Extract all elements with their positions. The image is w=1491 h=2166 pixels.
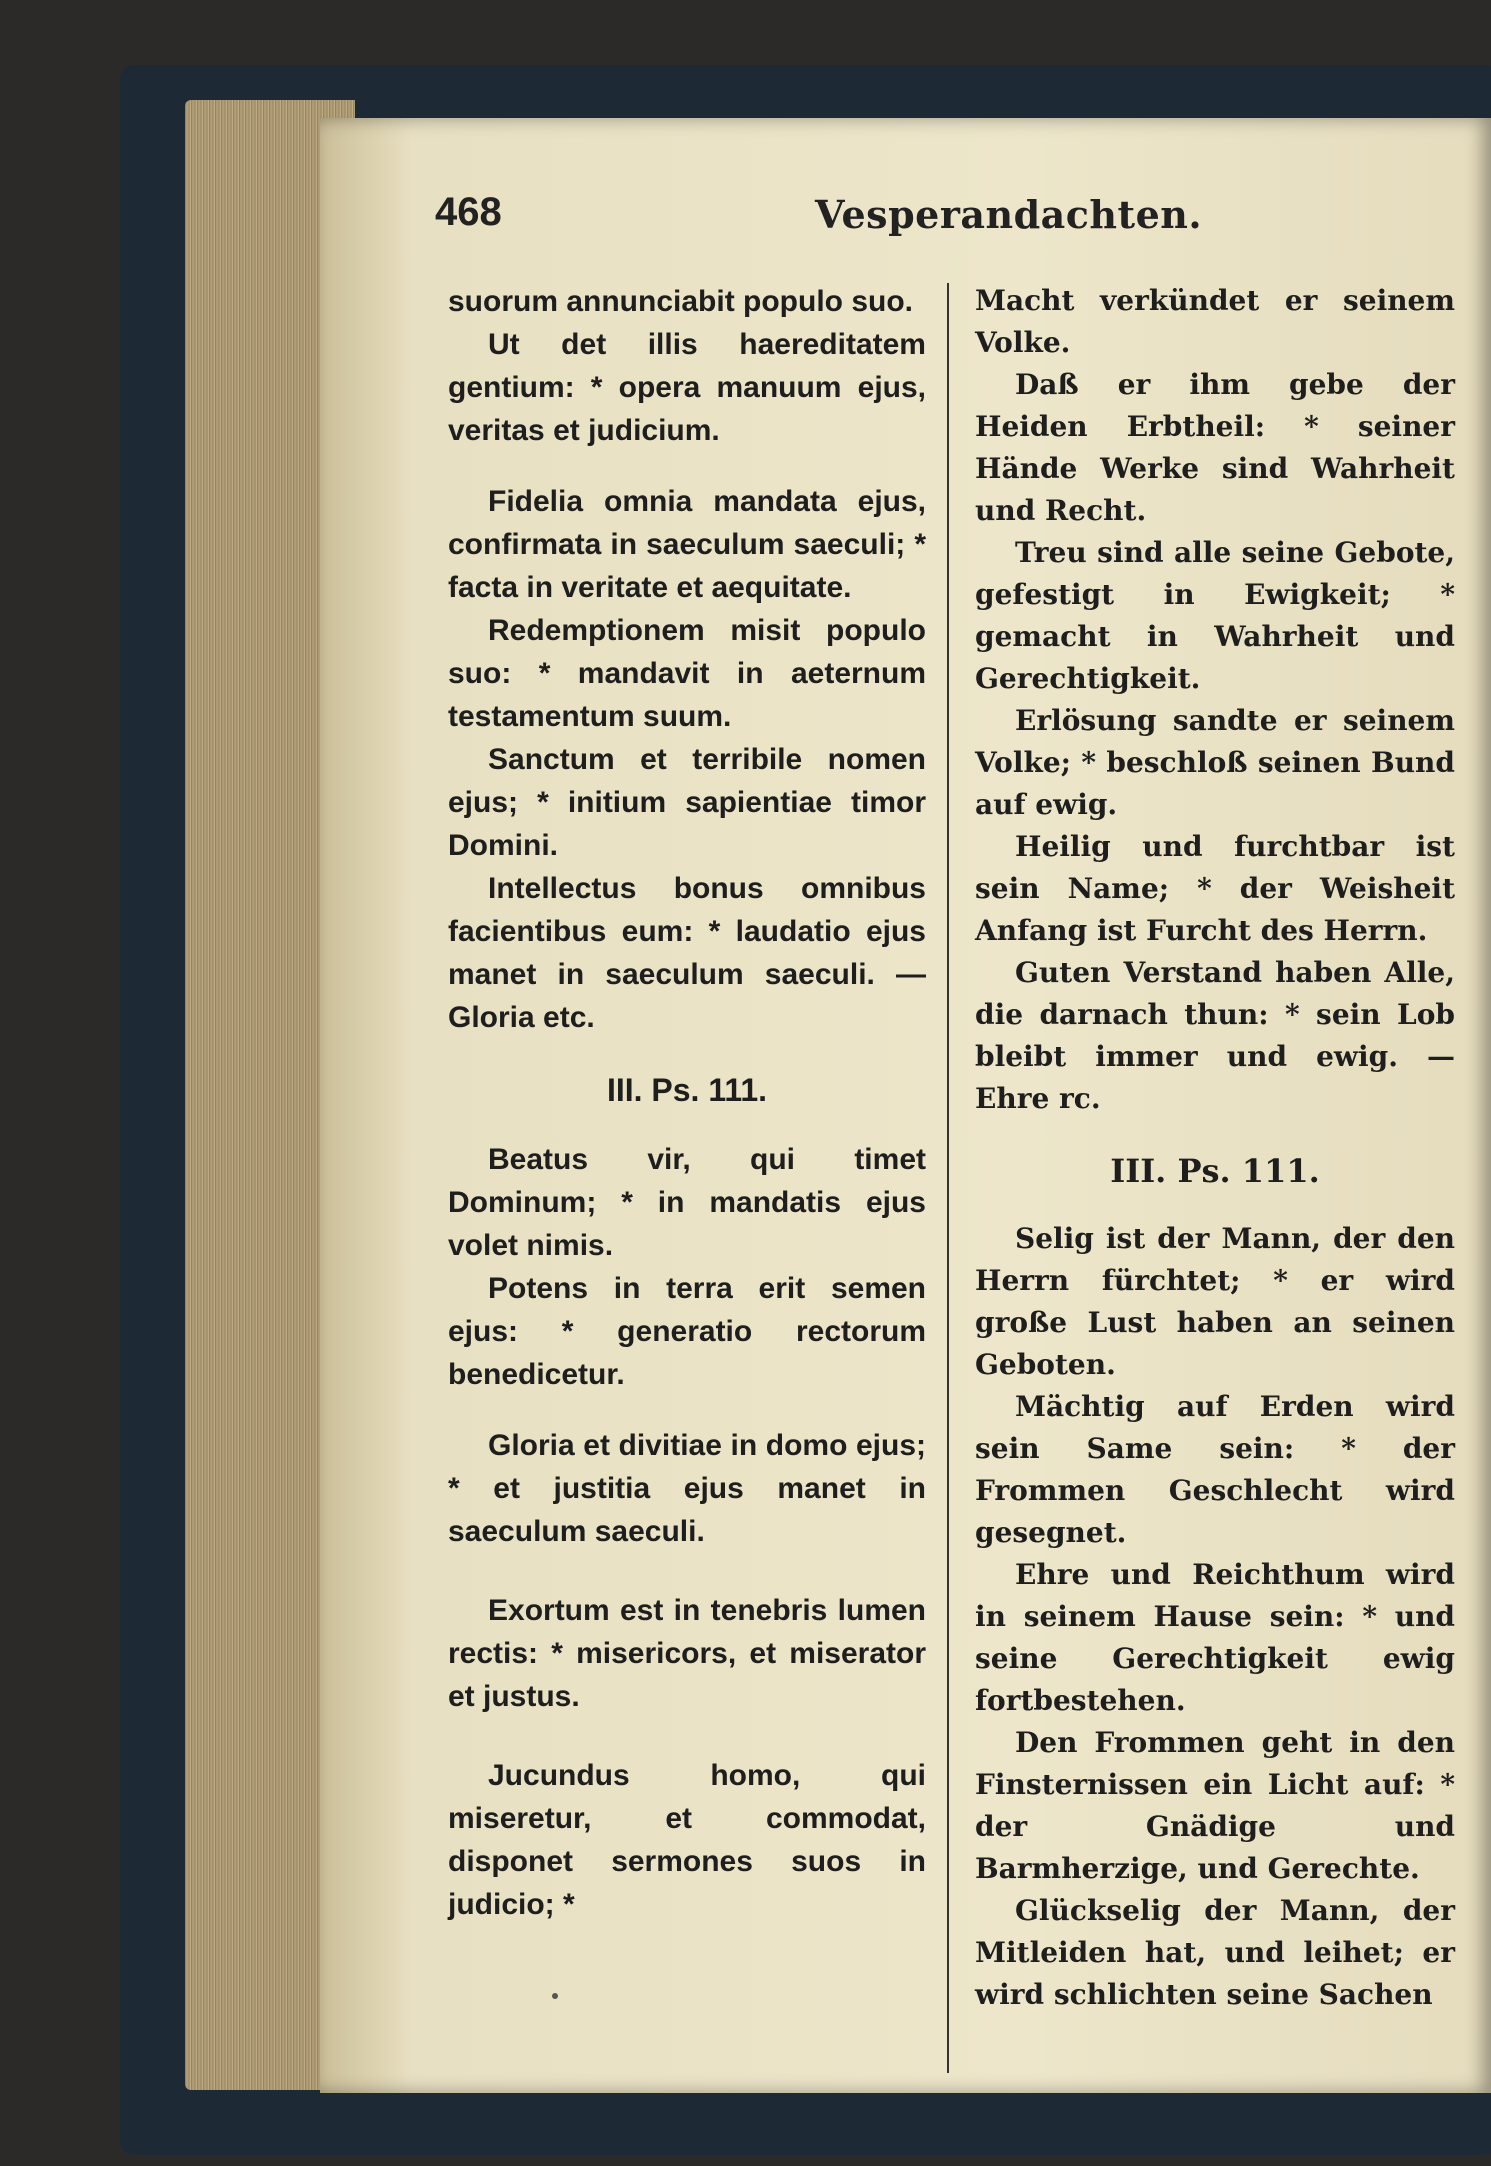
running-head: Vesperandachten. [815, 192, 1203, 237]
latin-verse: suorum annunciabit populo suo. [448, 285, 913, 318]
german-verse: Heilig und furchtbar ist sein Name; * der Weisheit Anfang ist Furcht des Herrn. [975, 830, 1455, 947]
ink-speck [552, 1993, 558, 1999]
latin-verse: Gloria et divitiae in domo ejus; * et justitia ejus manet in saeculum saeculi. [448, 1429, 926, 1548]
german-verse: Den Frommen geht in den Finsternissen ein Licht auf: * der Gnädige und Barmherzige, und Gerechte. [975, 1726, 1455, 1885]
german-verse: Guten Verstand haben Alle, die darnach thun: * sein Lob bleibt immer und ewig. — Ehre rc. [975, 956, 1455, 1115]
column-divider [947, 283, 949, 2073]
latin-verse: Beatus vir, qui timet Dominum; * in mandatis ejus volet nimis. [448, 1143, 926, 1262]
latin-verse: Redemptionem misit populo suo: * mandavit in aeternum testamentum suum. [448, 614, 926, 733]
german-verse: Selig ist der Mann, der den Herrn fürchtet; * er wird große Lust haben an seinen Geboten. [975, 1222, 1455, 1381]
latin-verse: Fidelia omnia mandata ejus, confirmata in saeculum saeculi; * facta in veritate et aequitate. [448, 485, 926, 604]
book-page [320, 118, 1491, 2093]
german-column [975, 280, 1455, 2016]
latin-psalm-heading: III. Ps. 111. [606, 1072, 768, 1108]
latin-verse: Sanctum et terribile nomen ejus; * initium sapientiae timor Domini. [448, 743, 926, 862]
latin-verse: Exortum est in tenebris lumen rectis: * misericors, et miserator et justus. [448, 1594, 926, 1713]
german-verse: Erlösung sandte er seinem Volke; * beschloß seinen Bund auf ewig. [975, 704, 1455, 821]
latin-verse: Potens in terra erit semen ejus: * generatio rectorum benedicetur. [448, 1272, 926, 1391]
latin-verse: Intellectus bonus omnibus facientibus eum: * laudatio ejus manet in saeculum saeculi. — Gloria etc. [448, 872, 926, 1034]
german-verse: Macht verkündet er seinem Volke. [975, 284, 1455, 359]
german-verse: Ehre und Reichthum wird in seinem Hause sein: * und seine Gerechtigkeit ewig fortbestehen. [975, 1558, 1455, 1717]
german-verse: Glückselig der Mann, der Mitleiden hat, und leihet; er wird schlichten seine Sachen [975, 1894, 1455, 2011]
page-number: 468 [435, 190, 502, 234]
german-psalm-heading: III. Ps. 111. [1110, 1152, 1320, 1190]
latin-verse: Ut det illis haereditatem gentium: * opera manuum ejus, veritas et judicium. [448, 328, 926, 447]
german-verse: Treu sind alle seine Gebote, gefestigt in Ewigkeit; * gemacht in Wahrheit und Gerechtigkeit. [975, 536, 1455, 695]
latin-verse: Jucundus homo, qui miseretur, et commodat, disponet sermones suos in judicio; * [448, 1759, 926, 1921]
page-header [435, 190, 1425, 250]
german-verse: Daß er ihm gebe der Heiden Erbtheil: * seiner Hände Werke sind Wahrheit und Recht. [975, 368, 1455, 527]
latin-column [448, 280, 926, 1926]
german-verse: Mächtig auf Erden wird sein Same sein: * der Frommen Geschlecht wird gesegnet. [975, 1390, 1455, 1549]
